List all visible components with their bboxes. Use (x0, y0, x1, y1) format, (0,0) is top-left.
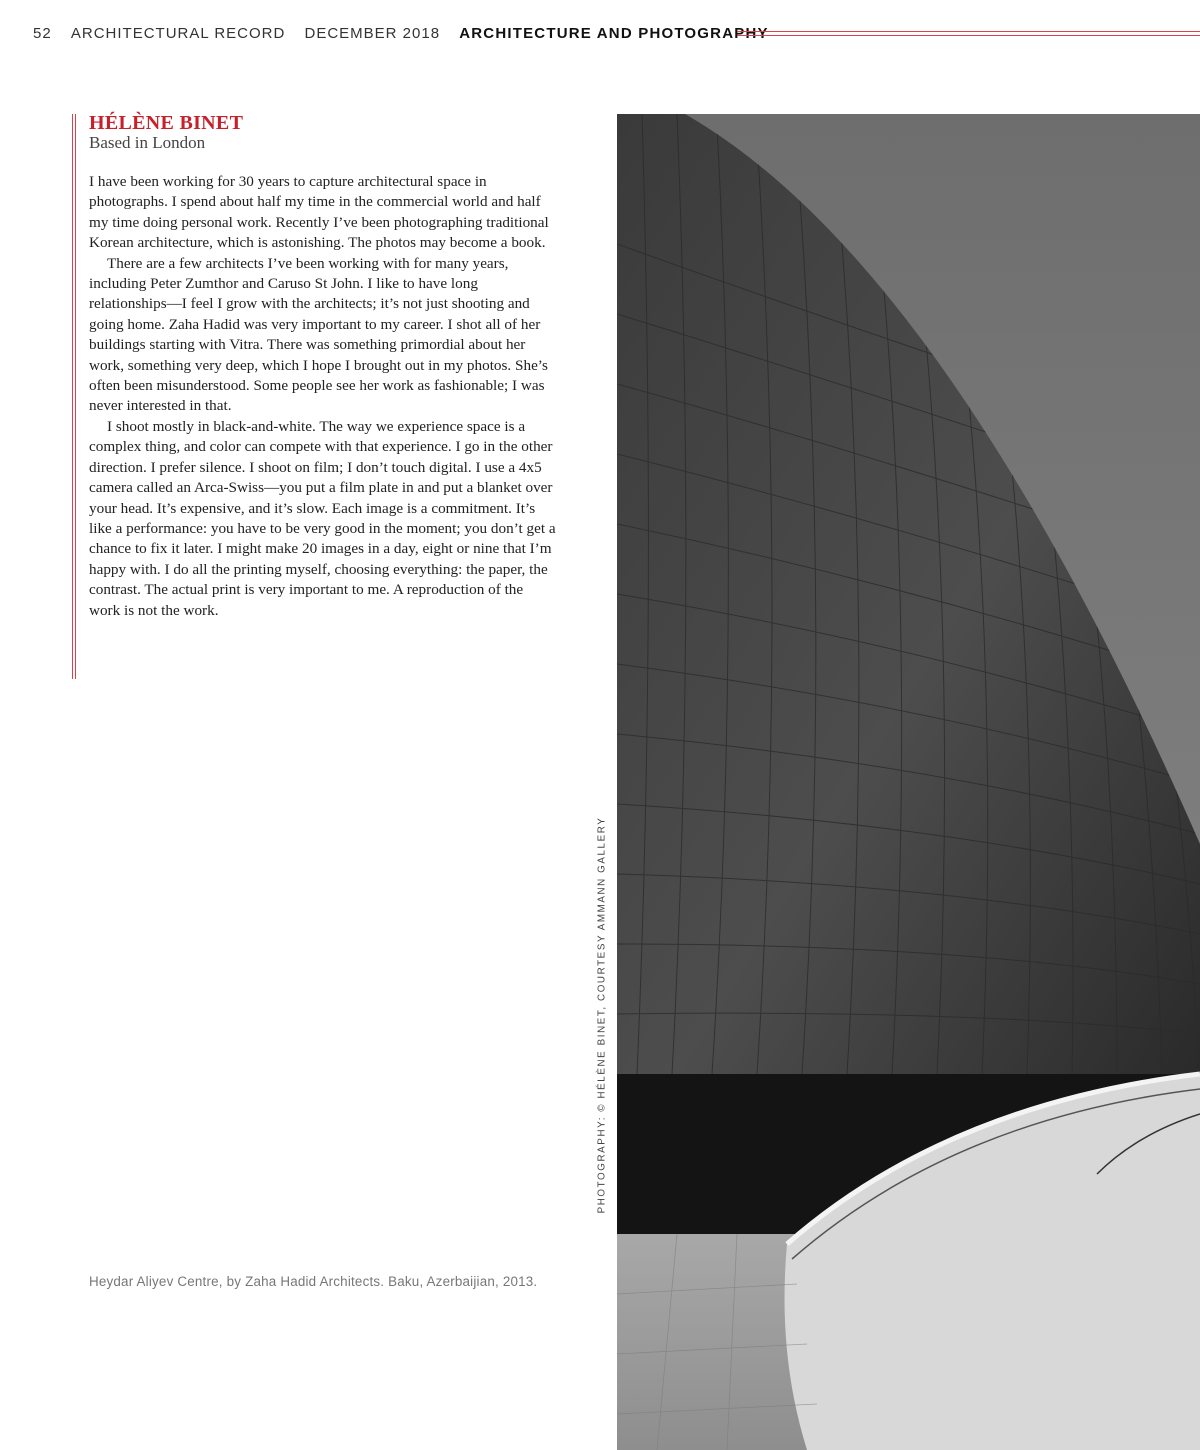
header-rule (737, 31, 1200, 36)
article-side-rule (72, 114, 76, 679)
photographer-location: Based in London (89, 133, 206, 152)
photo-caption: Heydar Aliyev Centre, by Zaha Hadid Architects. Baku, Azerbaijian, 2013. (89, 1274, 538, 1289)
page-header (0, 0, 1200, 70)
page-number: 52 (33, 25, 52, 42)
publication-name: ARCHITECTURAL RECORD (70, 25, 286, 42)
paragraph: There are a few architects I’ve been working with for many years, including Peter Zumthor and Caruso St John. I like to have long relationships—I feel I grow with the architects; it’s not just shooting and going home. Zaha Hadid was very important to my career. I shot all of her buildings starting with Vitra. There was something primordial about her work, something very deep, which I hope I brought out in my photos. She’s often been misunderstood. Some people see her work as fashionable; I was never interested in that. (89, 254, 548, 415)
issue-date: DECEMBER 2018 (304, 25, 441, 42)
photographer-name: HÉLÈNE BINET (89, 112, 244, 134)
header-text (33, 25, 769, 42)
architecture-photo (617, 114, 1200, 1450)
paragraph: I have been working for 30 years to capture architectural space in photographs. I spend about half my time in the commercial world and half my time doing personal work. Recently I’ve been photographing traditional Korean architecture, which is astonishing. The photos may become a book. (89, 173, 549, 252)
section-title: ARCHITECTURE AND PHOTOGRAPHY (459, 25, 769, 42)
paragraph: I shoot mostly in black-and-white. The way we experience space is a complex thing, and color can compete with that experience. I go in the other direction. I prefer silence. I shoot on film; I don’t touch digital. I use a 4x5 camera called an Arca-Swiss—you put a film plate in and put a blanket over your head. It’s expensive, and it’s slow. Each image is a commitment. It’s like a performance: you have to be very good in the moment; you don’t get a chance to fix it later. I might make 20 images in a day, eight or nine that I’m happy with. I do all the printing myself, choosing everything: the paper, the contrast. The actual print is very important to me. A reproduction of the work is not the work. (89, 417, 556, 619)
photo-credit: PHOTOGRAPHY: © HÉLÈNE BINET, COURTESY AMMANN GALLERY (596, 816, 608, 1214)
article-body (89, 172, 556, 621)
